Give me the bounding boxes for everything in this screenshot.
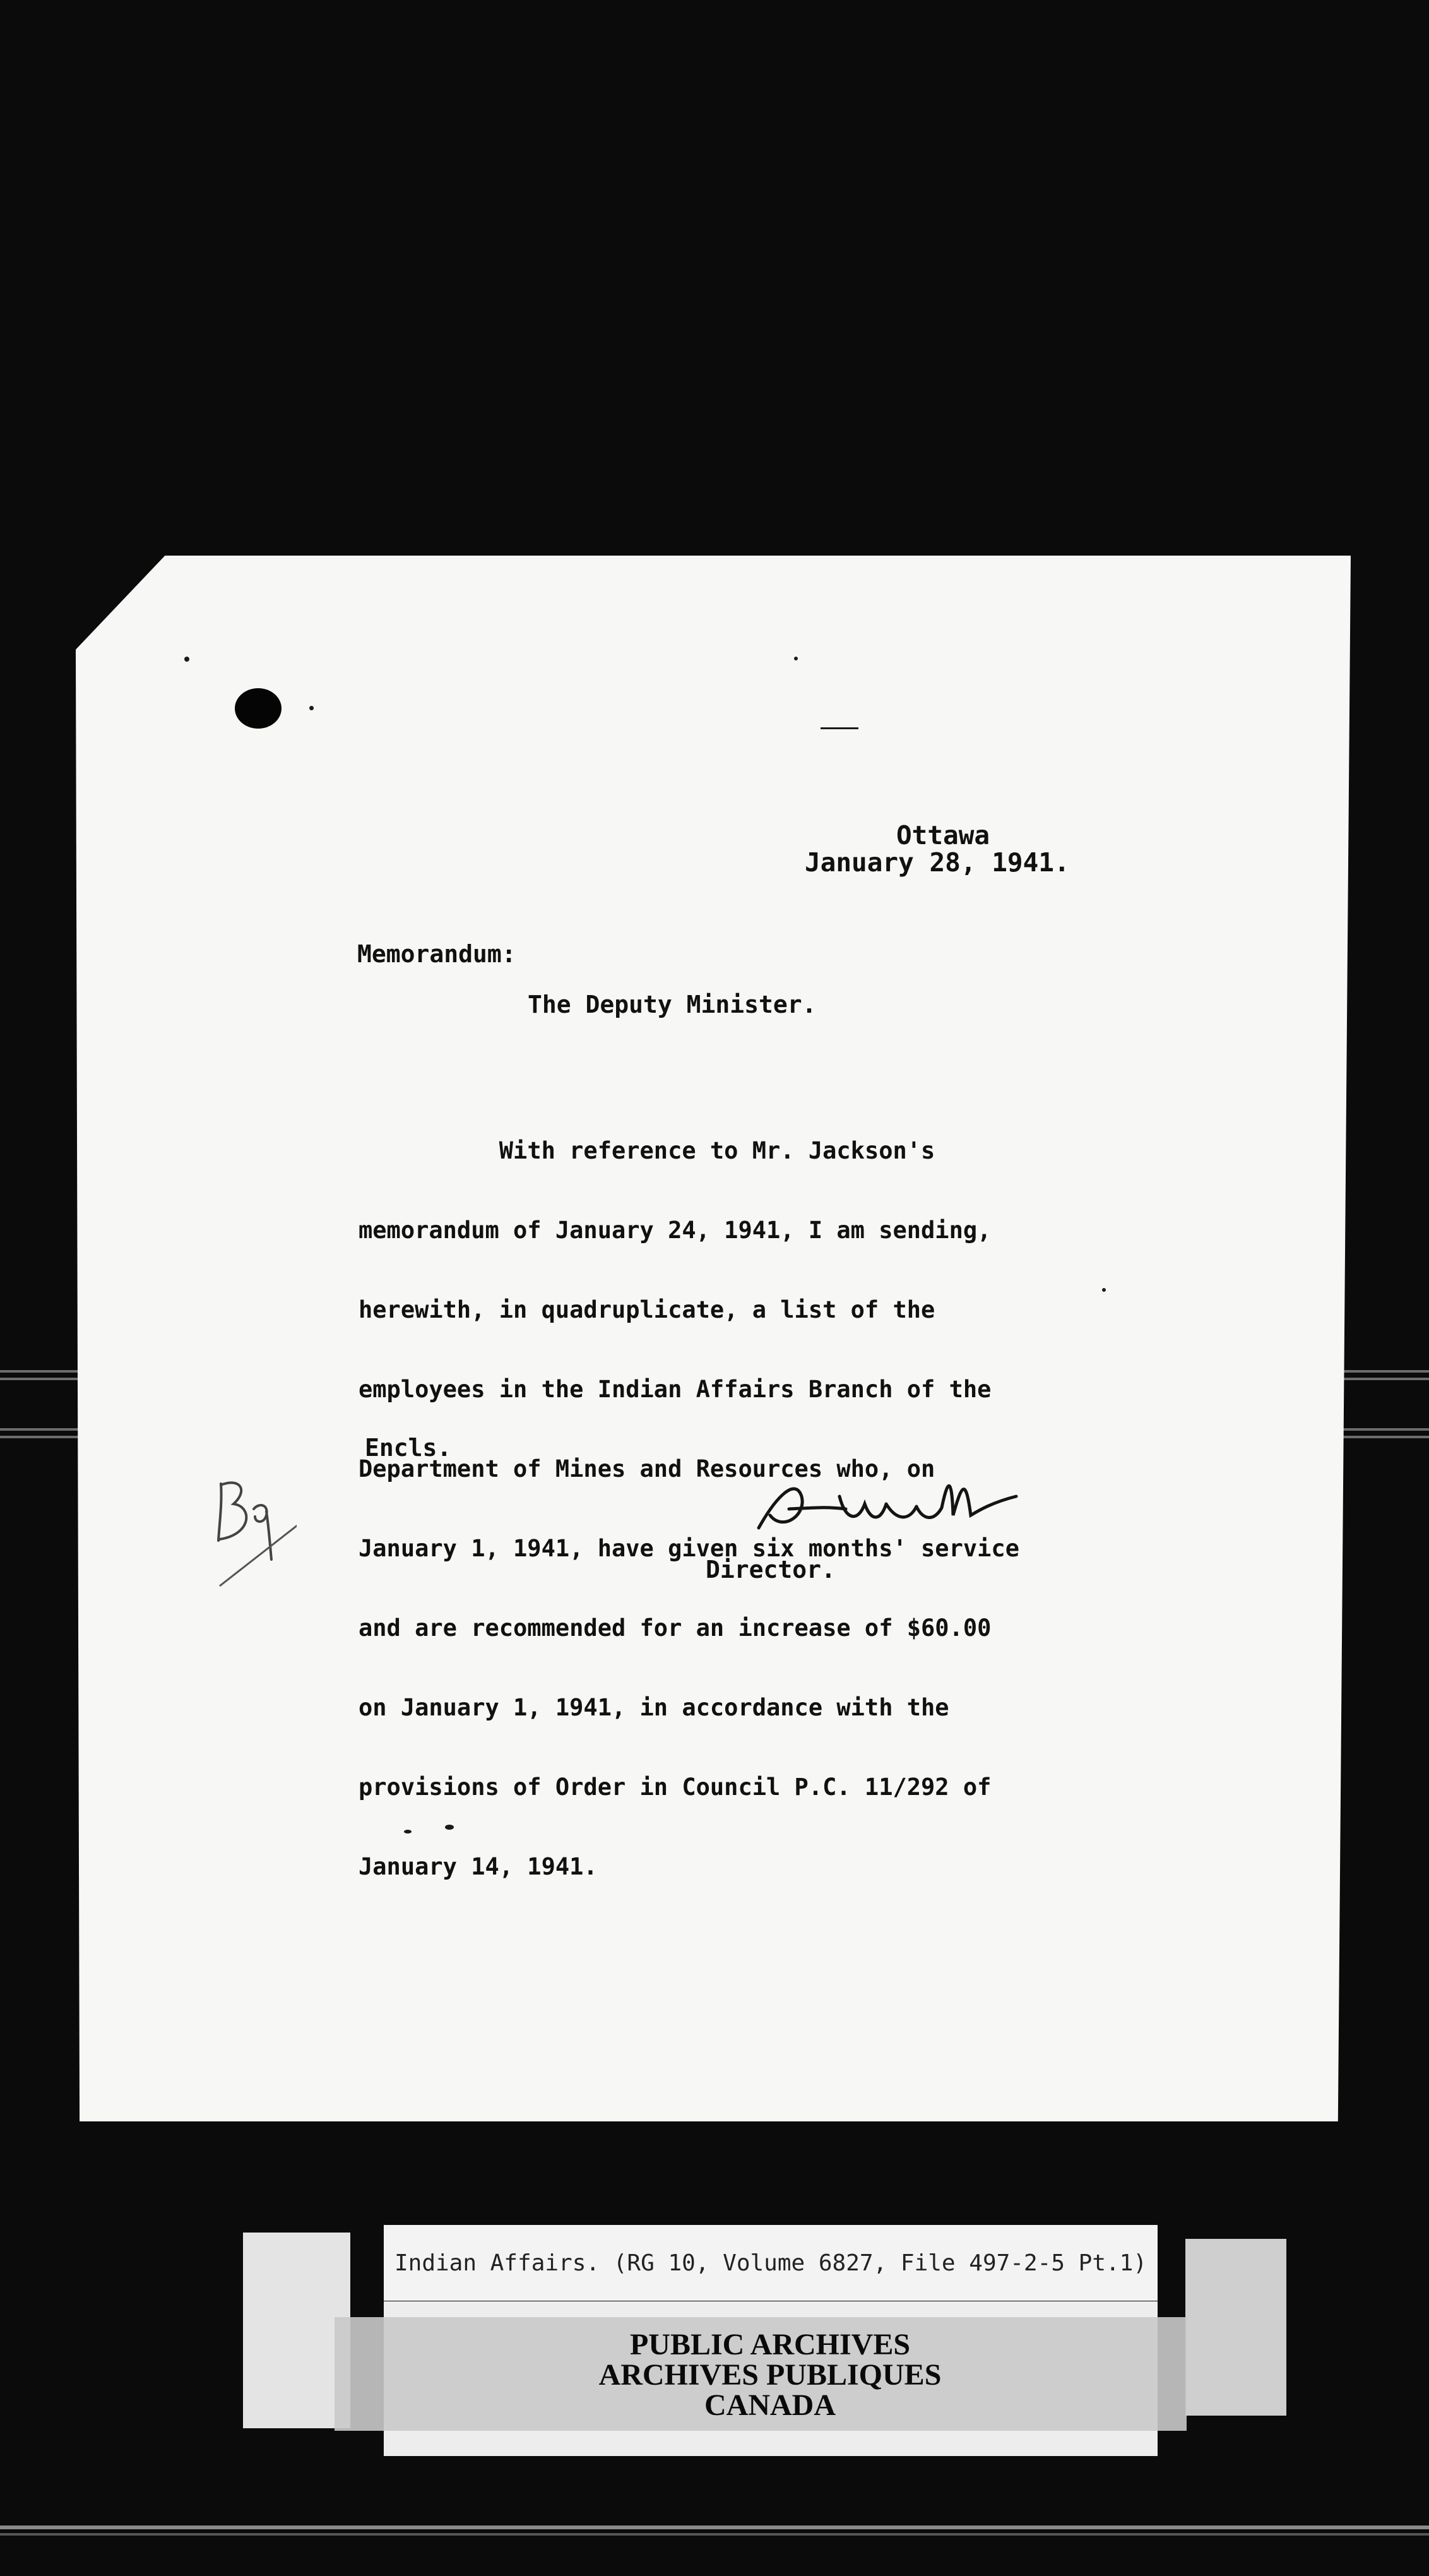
body-line: Department of Mines and Resources who, on xyxy=(359,1455,935,1482)
letter-place: Ottawa xyxy=(896,820,990,850)
enclosures-note: Encls. xyxy=(365,1434,452,1462)
stamp-line: ARCHIVES PUBLIQUES xyxy=(598,2358,942,2392)
body-line: herewith, in quadruplicate, a list of the xyxy=(359,1296,935,1323)
archive-reference-label: Indian Affairs. (RG 10, Volume 6827, File 497-2-5 Pt.1) xyxy=(384,2225,1158,2301)
body-line: employees in the Indian Affairs Branch of the xyxy=(359,1376,992,1403)
paper-speck xyxy=(184,657,189,662)
paper-speck xyxy=(445,1825,454,1830)
film-bottom-stripe xyxy=(0,2525,1429,2529)
body-line: memorandum of January 24, 1941, I am sending, xyxy=(359,1217,992,1244)
memo-addressee: The Deputy Minister. xyxy=(528,991,817,1018)
body-line: With reference to Mr. Jackson's xyxy=(359,1137,935,1164)
film-bottom-stripe xyxy=(0,2533,1429,2536)
director-signature xyxy=(751,1471,1029,1547)
memo-heading: Memorandum: xyxy=(357,940,516,968)
archives-stamp xyxy=(524,2330,1016,2421)
paper-speck xyxy=(404,1830,412,1834)
letter-date: January 28, 1941. xyxy=(805,847,1070,878)
paper-speck xyxy=(821,727,858,729)
margin-initials xyxy=(208,1446,297,1597)
mount-block-right xyxy=(1185,2239,1286,2416)
body-line: January 1, 1941, have given six months' service xyxy=(359,1535,1019,1562)
punch-hole xyxy=(235,688,282,729)
signer-title: Director. xyxy=(706,1556,836,1583)
body-line: on January 1, 1941, in accordance with the xyxy=(359,1694,949,1721)
stamp-line: CANADA xyxy=(704,2388,836,2422)
paper-speck xyxy=(794,657,798,660)
stamp-line: PUBLIC ARCHIVES xyxy=(629,2328,911,2361)
body-line: and are recommended for an increase of $60.00 xyxy=(359,1614,992,1642)
body-line: provisions of Order in Council P.C. 11/292 of xyxy=(359,1774,992,1801)
body-line: January 14, 1941. xyxy=(359,1853,598,1880)
paper-speck xyxy=(309,706,314,710)
